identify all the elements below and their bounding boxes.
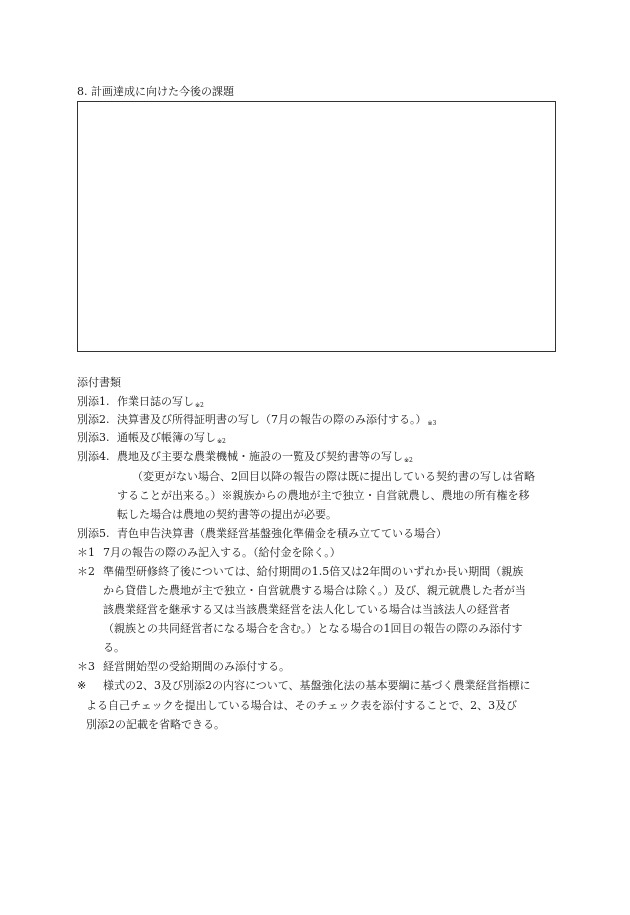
note-mark: ＊2 bbox=[77, 565, 95, 578]
issues-entry-box[interactable] bbox=[77, 101, 556, 352]
note-mark: ※ bbox=[77, 679, 87, 692]
attachment-4-note-line: することが出来る。）※親族からの農地が主で独立・自営就農し、農地の所有権を移 bbox=[117, 489, 530, 502]
note-line: 準備型研修終了後については、給付期間の1.5倍又は2年間のいずれか長い期間（親族 bbox=[103, 565, 524, 578]
note-line: 様式の2、3及び別添2の内容について、基盤強化法の基本要綱に基づく農業経営指標に bbox=[103, 679, 531, 692]
attachment-mark: ※2 bbox=[217, 438, 226, 445]
attachment-item-1 bbox=[77, 396, 204, 409]
note-mark: ＊3 bbox=[77, 660, 95, 673]
note-line: 該農業経営を継承する又は当該農業経営を法人化している場合は当該法人の経営者 bbox=[103, 603, 510, 616]
attachments-title: 添付書類 bbox=[77, 376, 121, 389]
attachment-text: 青色申告決算書（農業経営基盤強化準備金を積み立てている場合） bbox=[117, 527, 447, 540]
attachment-label: 別添4. bbox=[77, 450, 110, 463]
attachment-item-5 bbox=[77, 528, 447, 539]
attachment-text: 決算書及び所得証明書の写し（7月の報告の際のみ添付する。） bbox=[117, 413, 427, 426]
note-line: 経営開始型の受給期間のみ添付する。 bbox=[103, 660, 290, 673]
attachment-text: 作業日誌の写し bbox=[117, 395, 194, 408]
attachment-mark: ※2 bbox=[195, 402, 204, 409]
note-line: 7月の報告の際のみ記入する。（給付金を除く。） bbox=[103, 546, 341, 559]
attachment-label: 別添3. bbox=[77, 431, 110, 444]
section-heading: 8. 計画達成に向けた今後の課題 bbox=[77, 85, 234, 98]
note-line: る。 bbox=[103, 641, 125, 654]
attachment-4-note-line: 転した場合は農地の契約書等の提出が必要。 bbox=[117, 508, 337, 521]
attachment-4-note-line: （変更がない場合、2回目以降の報告の際は既に提出している契約書の写しは省略 bbox=[132, 470, 535, 483]
note-line: から貸借した農地が主で独立・自営就農する場合は除く。）及び、親元就農した者が当 bbox=[103, 584, 526, 597]
attachment-mark: ※2 bbox=[404, 457, 413, 464]
note-mark: ＊1 bbox=[77, 546, 95, 559]
note-line: 別添2の記載を省略できる。 bbox=[86, 718, 225, 731]
attachment-item-3 bbox=[77, 432, 226, 445]
note-line: よる自己チェックを提出している場合は、そのチェック表を添付することで、2、3及び bbox=[86, 699, 518, 712]
attachment-text: 農地及び主要な農業機械・施設の一覧及び契約書等の写し bbox=[117, 450, 403, 463]
attachment-label: 別添5. bbox=[77, 527, 110, 540]
attachment-text: 通帳及び帳簿の写し bbox=[117, 431, 216, 444]
attachment-label: 別添2. bbox=[77, 413, 110, 426]
attachment-label: 別添1. bbox=[77, 395, 110, 408]
attachment-mark: ※3 bbox=[427, 420, 437, 427]
note-line: （親族との共同経営者になる場合を含む。）となる場合の1回目の報告の際のみ添付す bbox=[103, 622, 523, 635]
attachment-item-4 bbox=[77, 451, 413, 464]
attachment-item-2 bbox=[77, 414, 436, 427]
